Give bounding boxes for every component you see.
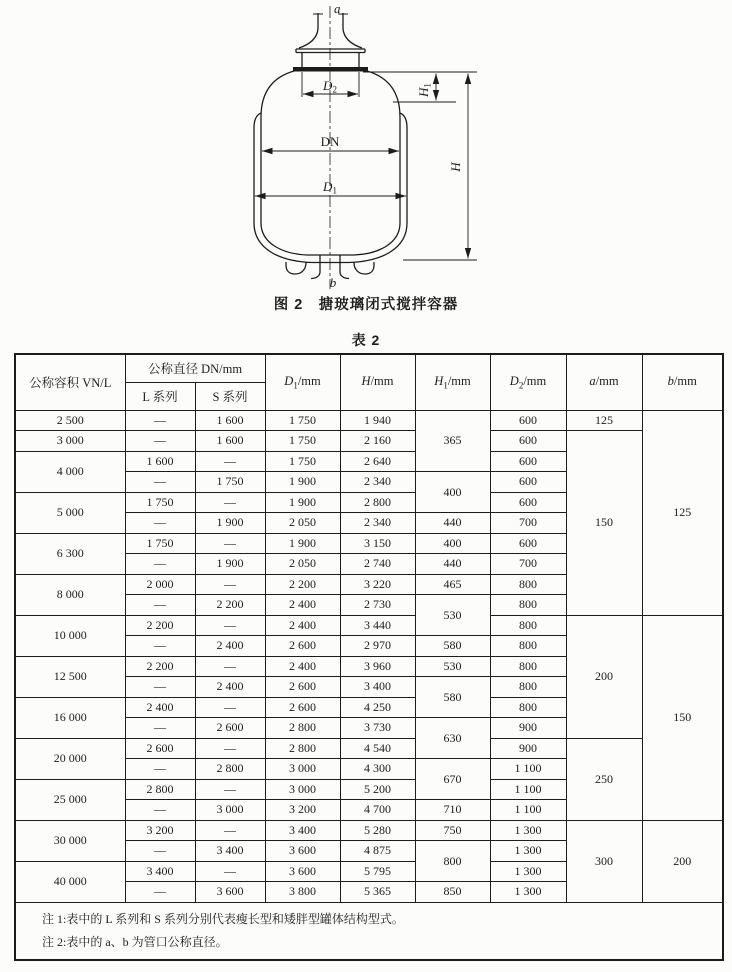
table-title: 表 2: [351, 332, 381, 348]
table-cell: 2 160: [340, 431, 415, 452]
table-cell: —: [195, 697, 265, 718]
table-cell: —: [125, 677, 195, 698]
table-cell: —: [125, 410, 195, 431]
table-cell: 2 400: [265, 615, 340, 636]
table-cell: 2 400: [265, 595, 340, 616]
label-d2: D2: [323, 78, 337, 95]
table-cell: —: [125, 554, 195, 575]
table-cell: 800: [490, 656, 566, 677]
table-cell: 3 400: [195, 841, 265, 862]
table-cell: 800: [490, 636, 566, 657]
table-cell: 2 600: [265, 636, 340, 657]
table-cell: 5 280: [340, 820, 415, 841]
table-row: [15, 431, 723, 452]
table-cell: 3 730: [340, 718, 415, 739]
table-cell: 4 540: [340, 738, 415, 759]
table-cell: 125: [642, 410, 723, 615]
table-cell: 1 300: [490, 882, 566, 903]
table-cell: 530: [415, 656, 490, 677]
table-cell: 6 300: [15, 533, 125, 574]
table-cell: 1 900: [195, 513, 265, 534]
table-cell: 850: [415, 882, 490, 903]
table-cell: 1 750: [265, 410, 340, 431]
table-cell: 25 000: [15, 779, 125, 820]
spec-table: [14, 353, 724, 961]
table-cell: 200: [642, 820, 723, 902]
table-row: [15, 410, 723, 431]
table-cell: 750: [415, 820, 490, 841]
table-cell: 3 400: [265, 820, 340, 841]
table-cell: 10 000: [15, 615, 125, 656]
header-d2: $D_2/mm$: [490, 354, 566, 410]
table-cell: 3 600: [265, 841, 340, 862]
table-cell: —: [195, 738, 265, 759]
table-cell: 440: [415, 513, 490, 534]
table-cell: 580: [415, 636, 490, 657]
table-cell: 40 000: [15, 861, 125, 902]
table-cell: 2 800: [195, 759, 265, 780]
table-cell: 3 220: [340, 574, 415, 595]
table-cell: 1 750: [195, 472, 265, 493]
label-a: a: [334, 4, 341, 16]
table-cell: 3 440: [340, 615, 415, 636]
header-a: a/mm: [566, 354, 642, 410]
table-cell: 1 940: [340, 410, 415, 431]
table-cell: —: [195, 574, 265, 595]
table-cell: 300: [566, 820, 642, 902]
table-cell: 3 200: [265, 800, 340, 821]
label-h1: H1: [416, 83, 433, 97]
table-cell: —: [125, 513, 195, 534]
table-cell: 2 600: [125, 738, 195, 759]
table-cell: 3 000: [265, 779, 340, 800]
table-cell: 2 050: [265, 554, 340, 575]
table-cell: 800: [490, 574, 566, 595]
table-cell: —: [195, 861, 265, 882]
table-cell: 5 795: [340, 861, 415, 882]
table-cell: 1 100: [490, 759, 566, 780]
table-cell: 440: [415, 554, 490, 575]
right-support: [354, 262, 374, 274]
table-cell: 16 000: [15, 697, 125, 738]
table-cell: 700: [490, 554, 566, 575]
table-cell: 3 960: [340, 656, 415, 677]
table-cell: 670: [415, 759, 490, 800]
table-cell: 900: [490, 738, 566, 759]
notes-cell: [15, 902, 723, 960]
notes-row: [15, 902, 723, 960]
label-h: H: [448, 162, 463, 172]
table-cell: 2 200: [195, 595, 265, 616]
table-cell: —: [195, 615, 265, 636]
note-2: 注 2:表中的 a、b 为管口公称直径。: [42, 934, 228, 949]
label-d1: D1: [323, 179, 337, 196]
table-cell: 800: [490, 615, 566, 636]
table-cell: 125: [566, 410, 642, 431]
table-cell: 400: [415, 533, 490, 554]
header-s-series: S 系列: [195, 382, 265, 410]
table-cell: 2 800: [340, 492, 415, 513]
table-cell: 630: [415, 718, 490, 759]
table-cell: 3 000: [15, 431, 125, 452]
spec-table-body: [15, 410, 723, 902]
table-cell: 1 900: [265, 492, 340, 513]
table-cell: —: [125, 595, 195, 616]
table-cell: —: [195, 656, 265, 677]
table-cell: —: [125, 841, 195, 862]
table-cell: 2 500: [15, 410, 125, 431]
table-cell: —: [125, 472, 195, 493]
table-cell: 2 600: [265, 677, 340, 698]
table-cell: 600: [490, 472, 566, 493]
table-cell: —: [195, 533, 265, 554]
table-cell: 1 100: [490, 800, 566, 821]
table-cell: 1 300: [490, 841, 566, 862]
header-dn-group: 公称直径 DN/mm: [125, 354, 265, 382]
table-cell: 5 365: [340, 882, 415, 903]
table-cell: 2 800: [125, 779, 195, 800]
table-cell: 5 000: [15, 492, 125, 533]
table-cell: —: [125, 718, 195, 739]
table-cell: —: [125, 759, 195, 780]
table-cell: 2 740: [340, 554, 415, 575]
header-h1: $H_1/mm$: [415, 354, 490, 410]
table-cell: 1 100: [490, 779, 566, 800]
table-cell: 365: [415, 410, 490, 472]
table-cell: 2 200: [125, 656, 195, 677]
header-volume: 公称容积 VN/L: [15, 354, 125, 410]
table-cell: 400: [415, 472, 490, 513]
table-cell: 2 600: [195, 718, 265, 739]
figure-caption: 图 2 搪玻璃闭式搅拌容器: [273, 297, 459, 313]
table-cell: 4 250: [340, 697, 415, 718]
table-cell: 3 600: [195, 882, 265, 903]
neck-joint: [293, 67, 368, 72]
table-cell: 150: [566, 431, 642, 616]
table-cell: 1 600: [195, 410, 265, 431]
table-cell: 1 750: [125, 533, 195, 554]
table-cell: 4 000: [15, 451, 125, 492]
table-cell: 1 900: [195, 554, 265, 575]
table-cell: 1 750: [265, 431, 340, 452]
table-cell: 2 600: [265, 697, 340, 718]
table-cell: 1 750: [265, 451, 340, 472]
table-row: [15, 615, 723, 636]
table-cell: 2 970: [340, 636, 415, 657]
table-cell: —: [195, 779, 265, 800]
table-cell: 30 000: [15, 820, 125, 861]
table-cell: 4 700: [340, 800, 415, 821]
table-cell: —: [125, 882, 195, 903]
table-cell: —: [125, 431, 195, 452]
table-cell: 2 800: [265, 718, 340, 739]
table-cell: 800: [490, 595, 566, 616]
table-cell: 2 000: [125, 574, 195, 595]
label-dn: DN: [320, 134, 340, 149]
table-cell: 710: [415, 800, 490, 821]
table-cell: 580: [415, 677, 490, 718]
table-cell: 5 200: [340, 779, 415, 800]
note-1: 注 1:表中的 L 系列和 S 系列分别代表瘦长型和矮胖型罐体结构型式。: [42, 911, 404, 926]
table-cell: 1 300: [490, 861, 566, 882]
table-cell: 2 340: [340, 513, 415, 534]
table-cell: 1 600: [195, 431, 265, 452]
table-cell: —: [125, 800, 195, 821]
table-cell: 1 750: [125, 492, 195, 513]
table-cell: 3 000: [265, 759, 340, 780]
table-cell: 2 400: [195, 636, 265, 657]
table-cell: 1 900: [265, 533, 340, 554]
table-cell: 3 400: [125, 861, 195, 882]
table-cell: 3 600: [265, 861, 340, 882]
table-cell: 4 300: [340, 759, 415, 780]
table-cell: 3 200: [125, 820, 195, 841]
table-cell: 2 400: [195, 677, 265, 698]
table-cell: 3 150: [340, 533, 415, 554]
table-cell: 600: [490, 451, 566, 472]
table-cell: 530: [415, 595, 490, 636]
table-cell: 1 300: [490, 820, 566, 841]
table-cell: 600: [490, 533, 566, 554]
table-cell: 465: [415, 574, 490, 595]
table-cell: 2 730: [340, 595, 415, 616]
table-cell: 600: [490, 492, 566, 513]
header-h: H/mm: [340, 354, 415, 410]
table-cell: 4 875: [340, 841, 415, 862]
table-cell: 3 400: [340, 677, 415, 698]
left-support: [286, 262, 306, 274]
vessel-figure: [203, 4, 495, 296]
dimension-lines: [255, 72, 477, 260]
table-cell: 600: [490, 410, 566, 431]
table-cell: —: [125, 636, 195, 657]
table-cell: 800: [490, 677, 566, 698]
table-cell: —: [195, 451, 265, 472]
table-cell: 8 000: [15, 574, 125, 615]
table-cell: 12 500: [15, 656, 125, 697]
table-cell: 2 640: [340, 451, 415, 472]
table-cell: 3 000: [195, 800, 265, 821]
label-b: b: [329, 275, 337, 290]
table-cell: 800: [415, 841, 490, 882]
table-cell: —: [195, 820, 265, 841]
table-cell: 2 800: [265, 738, 340, 759]
table-cell: 700: [490, 513, 566, 534]
table-cell: 600: [490, 431, 566, 452]
table-cell: 200: [566, 615, 642, 738]
header-b: b/mm: [642, 354, 723, 410]
table-row: [15, 738, 723, 759]
table-cell: 2 200: [265, 574, 340, 595]
table-cell: —: [195, 492, 265, 513]
table-cell: 150: [642, 615, 723, 820]
table-cell: 1 600: [125, 451, 195, 472]
table-cell: 2 340: [340, 472, 415, 493]
table-row: [15, 820, 723, 841]
table-cell: 2 200: [125, 615, 195, 636]
table-cell: 800: [490, 697, 566, 718]
table-header: [15, 354, 723, 410]
table-cell: 3 800: [265, 882, 340, 903]
table-cell: 900: [490, 718, 566, 739]
table-cell: 1 900: [265, 472, 340, 493]
table-cell: 2 400: [265, 656, 340, 677]
header-l-series: L 系列: [125, 382, 195, 410]
table-cell: 20 000: [15, 738, 125, 779]
table-cell: 2 400: [125, 697, 195, 718]
header-d1: $D_1/mm$: [265, 354, 340, 410]
table-cell: 2 050: [265, 513, 340, 534]
table-cell: 250: [566, 738, 642, 820]
